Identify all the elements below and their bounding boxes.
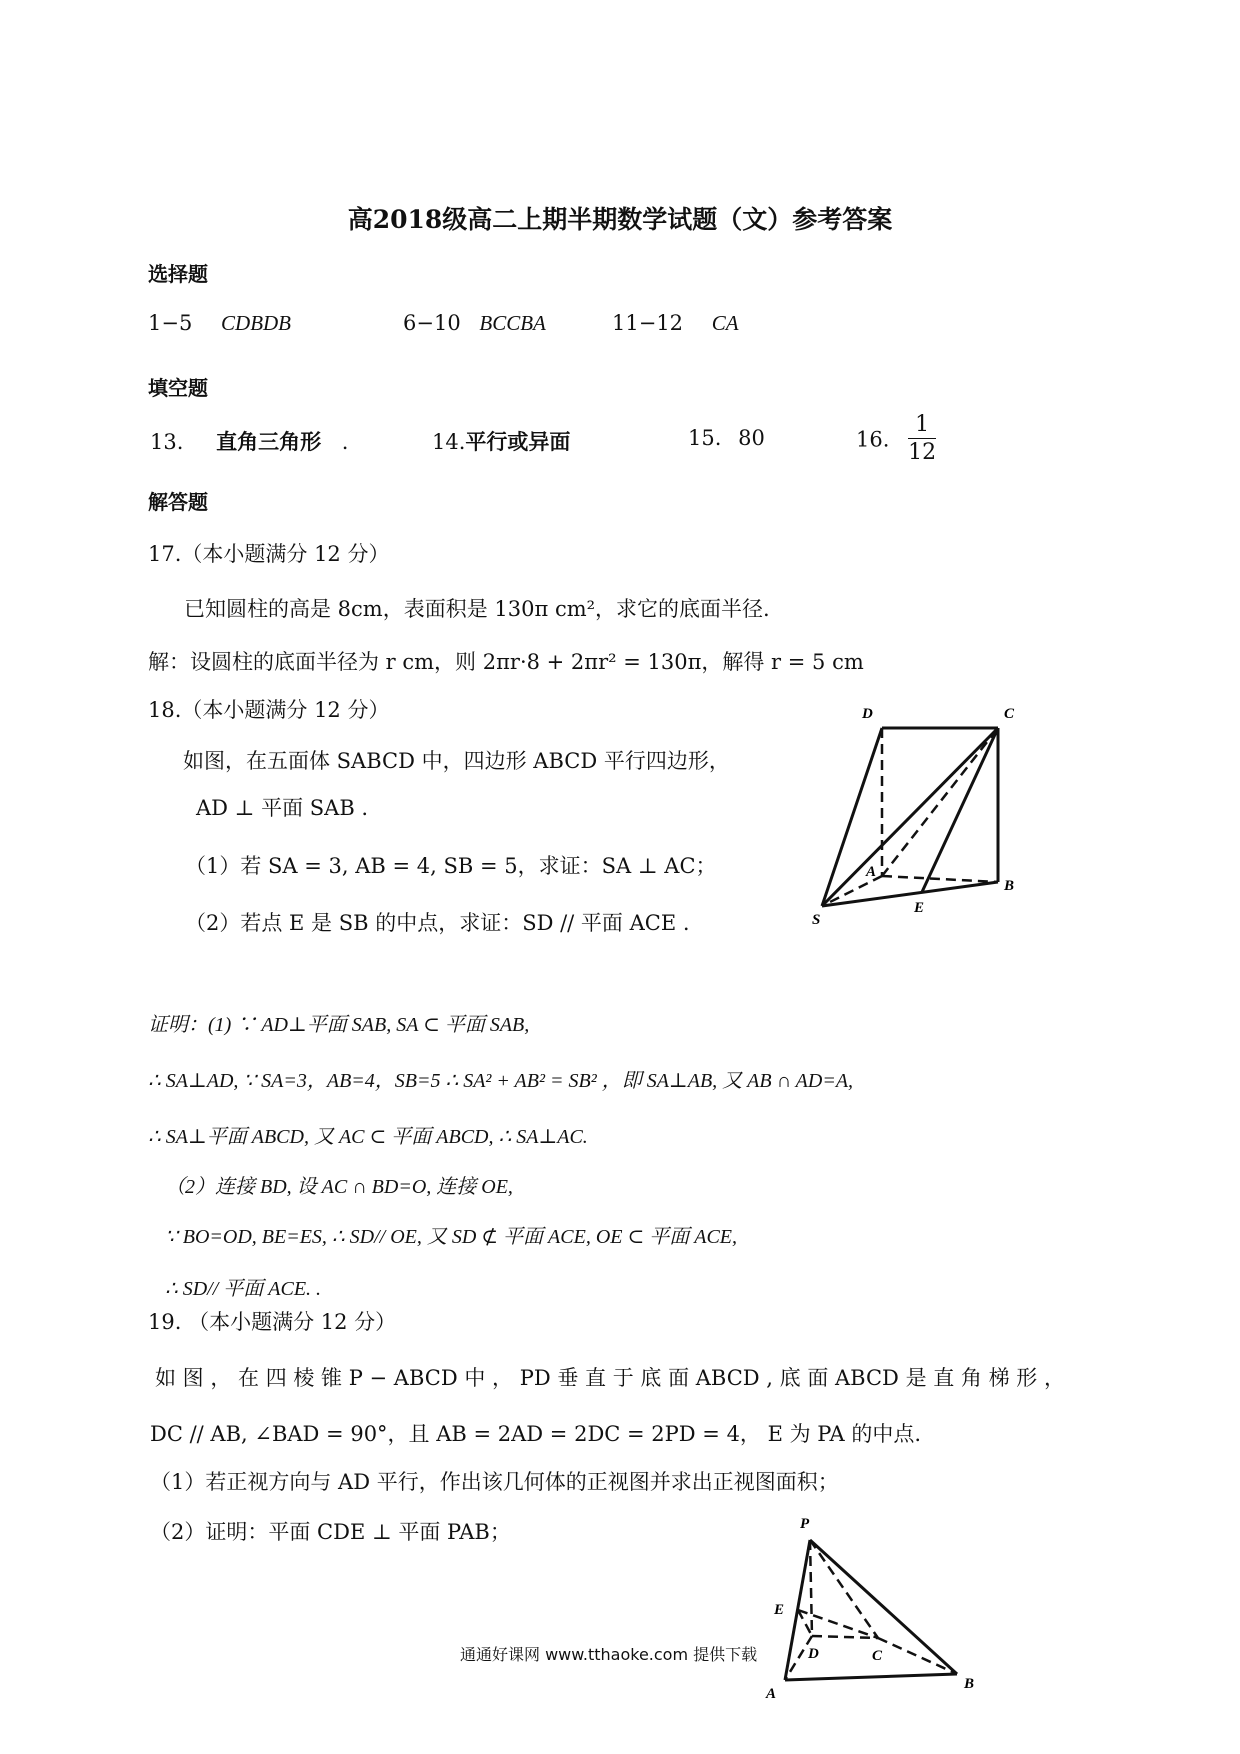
q13-answer: 直角三角形 — [216, 429, 322, 454]
edge-cs — [822, 728, 998, 906]
q17-stem: 已知圆柱的高是 8cm，表面积是 130π cm²，求它的底面半径. — [184, 597, 770, 621]
q19-figure — [760, 1510, 990, 1730]
q18-proof-line-6: ∴ SD// 平面 ACE. . — [165, 1278, 322, 1300]
fill-q13 — [150, 426, 348, 456]
label-e: E — [914, 900, 925, 916]
edge-pb — [810, 1540, 957, 1674]
q16-number: 16. — [856, 427, 890, 452]
q18-proof-line-2: ∴ SA⊥AD, ∵ SA=3，AB=4，SB=5 ∴ SA² + AB² = SB² ，即 SA⊥AB, 又 AB ∩ AD=A, — [148, 1070, 854, 1092]
edge-pc-hidden — [810, 1540, 878, 1638]
choice-group-1 — [148, 311, 291, 336]
q18-proof-line-1: 证明：(1) ∵ AD⊥平面 SAB, SA ⊂ 平面 SAB, — [148, 1014, 530, 1036]
q15-answer: 80 — [738, 426, 765, 450]
label-s: S — [812, 912, 821, 928]
edge-ed-hidden — [798, 1610, 812, 1636]
q14-number: 14. — [432, 430, 466, 454]
q16-denominator: 12 — [908, 440, 937, 465]
fill-heading: 填空题 — [148, 376, 208, 400]
choice-range: 11−12 — [612, 311, 684, 335]
label-b: B — [964, 1676, 975, 1692]
edge-ec-hidden — [798, 1610, 878, 1638]
q18-part-2: （2）若点 E 是 SB 的中点，求证：SD // 平面 ACE . — [185, 911, 690, 935]
label-c: C — [1004, 706, 1015, 722]
label-a: A — [766, 1686, 777, 1702]
solve-heading: 解答题 — [148, 490, 208, 514]
edge-pa — [785, 1540, 810, 1680]
edge-dc-hidden — [812, 1636, 878, 1638]
choice-heading: 选择题 — [148, 262, 208, 286]
q18-proof-line-4: （2）连接 BD, 设 AC ∩ BD=O, 连接 OE, — [165, 1176, 513, 1198]
fill-q14 — [432, 426, 570, 456]
q14-answer: 平行或异面 — [465, 429, 571, 454]
q17-header: 17.（本小题满分 12 分） — [148, 542, 390, 566]
label-e: E — [774, 1602, 785, 1618]
q16-numerator: 1 — [908, 412, 936, 439]
label-d: D — [862, 706, 873, 722]
label-c: C — [872, 1648, 883, 1664]
choice-group-2 — [403, 311, 546, 336]
q18-figure — [810, 700, 1040, 930]
q18-stem-1: 如图，在五面体 SABCD 中，四边形 ABCD 平行四边形， — [183, 749, 730, 773]
edge-pd-hidden — [810, 1540, 812, 1636]
q13-number: 13. — [150, 430, 184, 454]
page-title: 高2018级高二上期半期数学试题（文）参考答案 — [347, 205, 893, 234]
q18-proof-line-5: ∵ BO=OD, BE=ES, ∴ SD// OE, 又 SD ⊄ 平面 ACE, OE ⊂ 平面 ACE, — [165, 1226, 738, 1248]
fill-q15 — [688, 426, 765, 450]
edge-ab — [785, 1674, 957, 1680]
q13-tail: . — [341, 430, 349, 454]
choice-group-3 — [612, 311, 739, 336]
choice-answers: CDBDB — [221, 311, 292, 335]
q17-solution: 解：设圆柱的底面半径为 r cm，则 2πr·8 + 2πr² = 130π，解得 r = 5 cm — [148, 650, 864, 674]
q19-header: 19. （本小题满分 12 分） — [148, 1310, 397, 1334]
label-a: A — [866, 864, 877, 880]
edge-cb-hidden — [878, 1638, 957, 1674]
choice-answers: BCCBA — [479, 311, 546, 335]
page-footer: 通通好课网 www.tthaoke.com 提供下载 — [460, 1645, 758, 1664]
choice-answers: CA — [711, 311, 739, 335]
label-p: P — [800, 1516, 810, 1532]
q19-part-1: （1）若正视方向与 AD 平行，作出该几何体的正视图并求出正视图面积； — [150, 1470, 839, 1494]
label-d: D — [808, 1646, 819, 1662]
q18-part-1: （1）若 SA = 3, AB = 4, SB = 5，求证：SA ⊥ AC； — [185, 854, 717, 878]
q16-fraction — [908, 412, 936, 467]
fill-q16 — [856, 412, 936, 467]
q15-number: 15. — [688, 426, 722, 450]
edge-ab-hidden — [882, 876, 998, 882]
q18-stem-2: AD ⊥ 平面 SAB . — [196, 796, 369, 820]
q19-stem-1: 如 图 ， 在 四 棱 锥 P − ABCD 中 ， PD 垂 直 于 底 面 ABCD , 底 面 ABCD 是 直 角 梯 形 ， — [155, 1366, 1065, 1390]
label-b: B — [1004, 878, 1015, 894]
q19-stem-2: DC // AB, ∠BAD = 90°，且 AB = 2AD = 2DC = 2PD = 4， E 为 PA 的中点. — [150, 1422, 922, 1446]
choice-range: 6−10 — [403, 311, 461, 335]
q19-part-2: （2）证明：平面 CDE ⊥ 平面 PAB； — [150, 1520, 511, 1544]
choice-range: 1−5 — [148, 311, 193, 335]
q18-header: 18.（本小题满分 12 分） — [148, 698, 390, 722]
q18-proof-line-3: ∴ SA⊥平面 ABCD, 又 AC ⊂ 平面 ABCD, ∴ SA⊥AC. — [148, 1126, 588, 1148]
